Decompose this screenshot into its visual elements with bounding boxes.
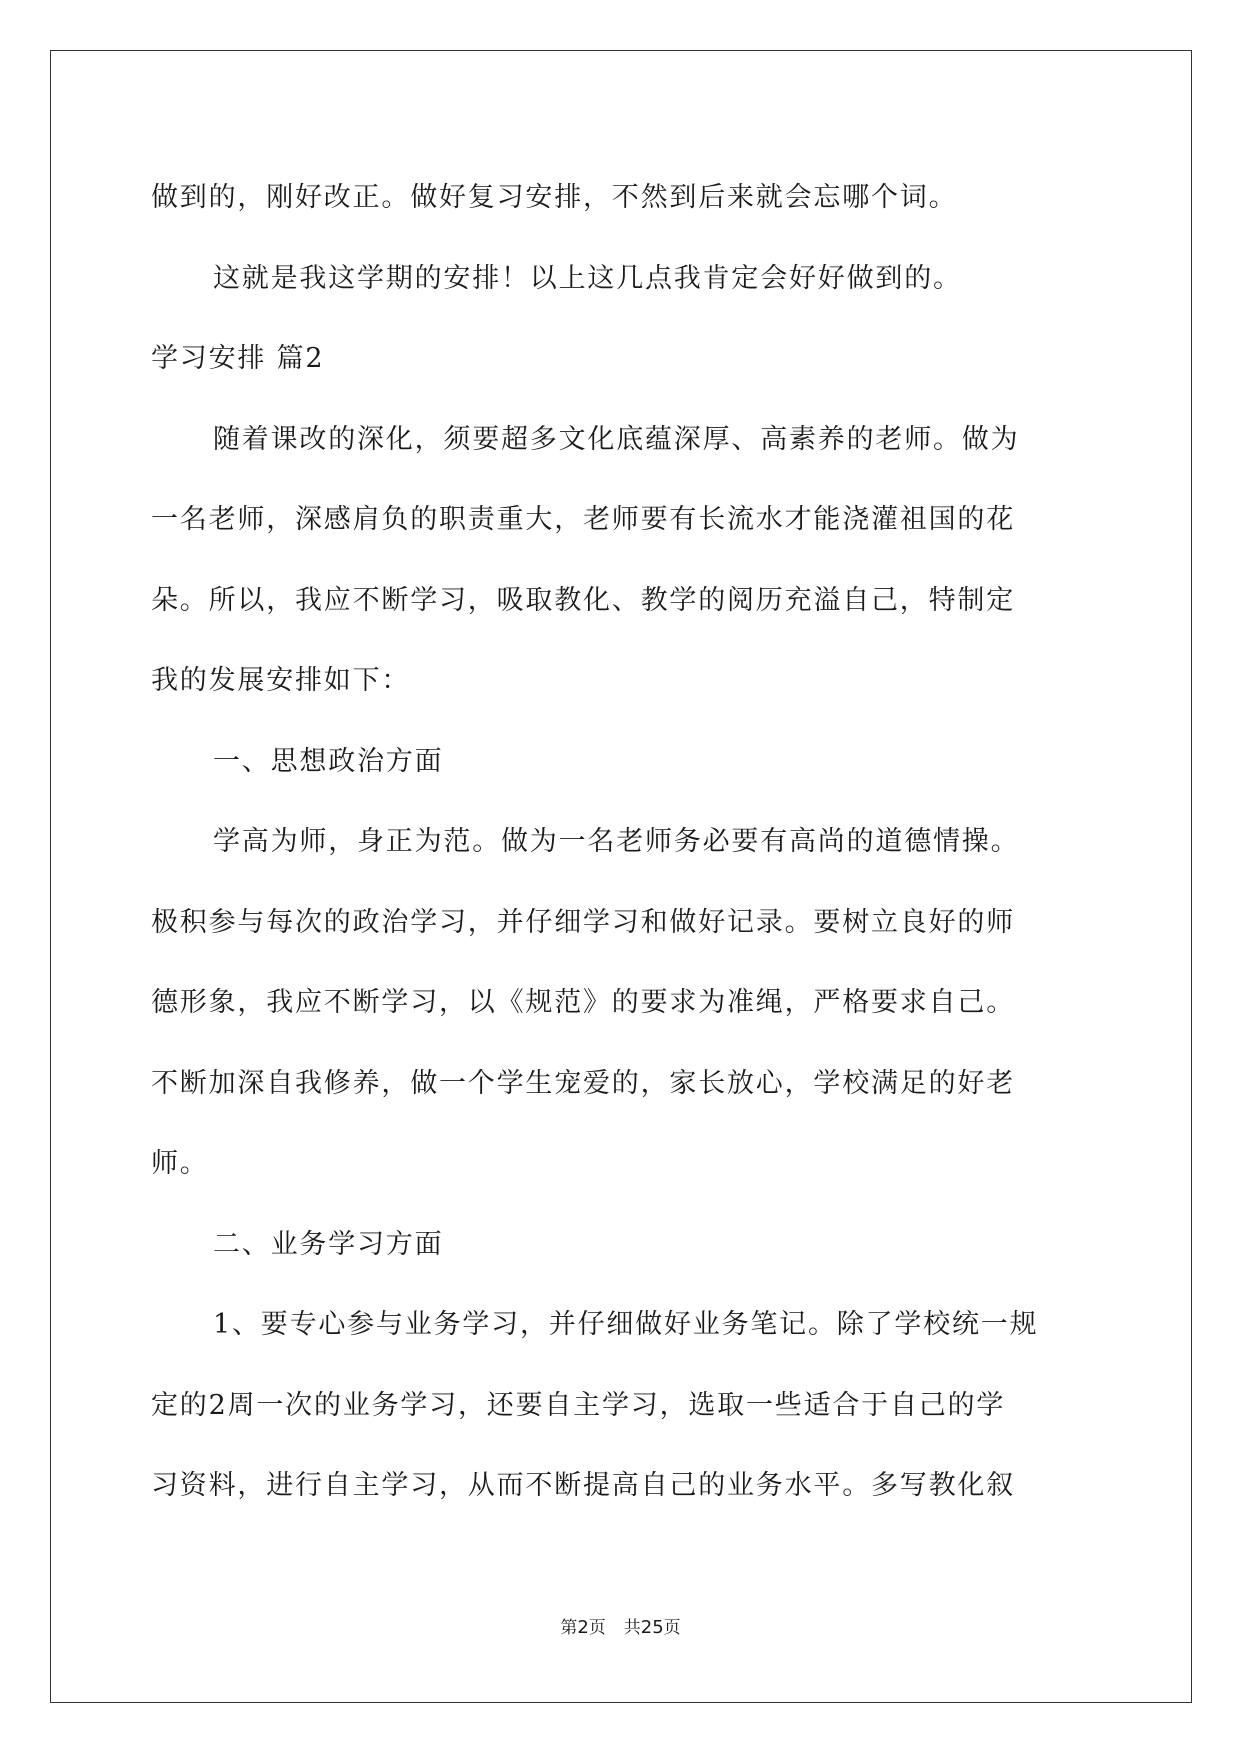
page-suffix: 页 [588,1618,606,1638]
text-line: 定的2周一次的业务学习，还要自主学习，选取一些适合于自己的学 [151,1389,1006,1421]
text-line: 一名老师，深感肩负的职责重大，老师要有长流水才能浇灌祖国的花 [151,504,1015,535]
total-pages-number: 25 [640,1617,664,1638]
text-line: 做到的，刚好改正。做好复习安排，不然到后来就会忘哪个词。 [151,182,958,213]
total-suffix: 页 [663,1618,681,1638]
document-body [151,158,1091,1527]
text-line: 我的发展安排如下： [151,665,411,696]
text-line: 1、要专心参与业务学习，并仔细做好业务笔记。除了学校统一规 [213,1309,1039,1340]
text-line: 学高为师，身正为范。做为一名老师务必要有高尚的道德情操。 [213,826,1020,857]
text-line: 随着课改的深化，须要超多文化底蕴深厚、高素养的老师。做为 [213,423,1020,455]
page-prefix: 第 [560,1618,578,1638]
text-line: 德形象，我应不断学习，以《规范》的要求为准绳，严格要求自己。 [151,987,1015,1018]
text-line: 这就是我这学期的安排！以上这几点我肯定会好好做到的。 [213,262,962,294]
text-line: 朵。所以，我应不断学习，吸取教化、教学的阅历充溢自己，特制定 [151,584,1015,616]
total-prefix: 共 [623,1618,641,1638]
text-line: 习资料，进行自主学习，从而不断提高自己的业务水平。多写教化叙 [151,1470,1015,1501]
text-line: 极积参与每次的政治学习，并仔细学习和做好记录。要树立良好的师 [151,906,1015,938]
text-line: 师。 [151,1148,209,1179]
page-footer [0,1616,1241,1640]
section-heading: 学习安排 篇2 [151,343,325,374]
text-line: 不断加深自我修养，做一个学生宠爱的，家长放心，学校满足的好老 [151,1067,1015,1099]
subsection-heading: 二、业务学习方面 [213,1228,444,1260]
subsection-heading: 一、思想政治方面 [213,745,444,777]
current-page-number: 2 [577,1617,589,1638]
